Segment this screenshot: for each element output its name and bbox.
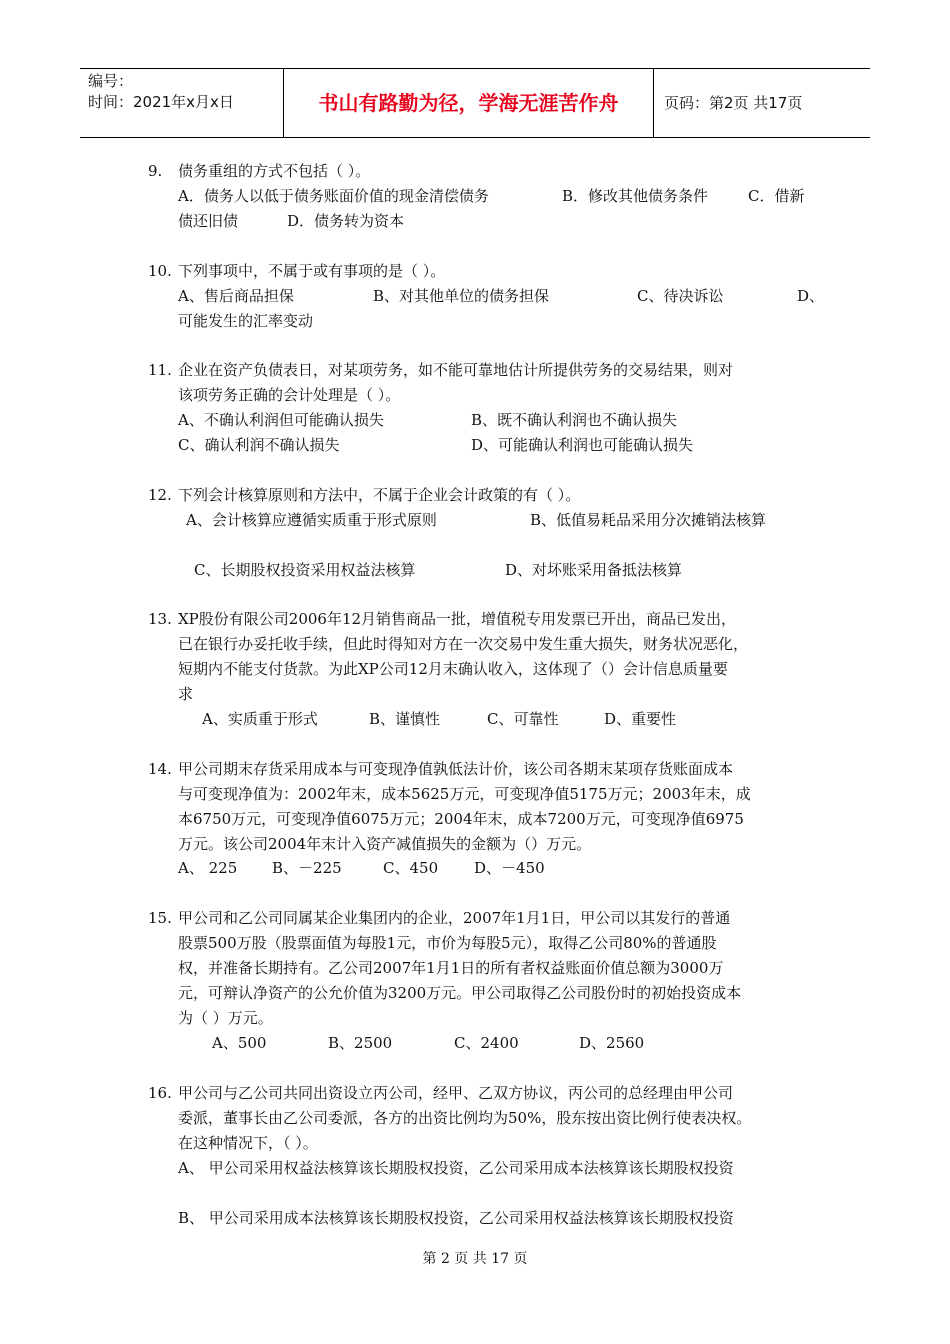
question-stem: 下列事项中，不属于或有事项的是（ ）。 <box>178 262 446 280</box>
option: B、2500 <box>328 1034 393 1052</box>
header-page-info: 页码：第2页 共17页 <box>664 94 803 112</box>
header-motto: 书山有路勤为径，学海无涯苦作舟 <box>318 91 619 115</box>
option: B．修改其他债务条件 <box>562 187 709 205</box>
question-stem: 本6750万元，可变现净值6075万元；2004年末，成本7200万元，可变现净值6975 <box>178 810 744 828</box>
question-stem: 甲公司和乙公司同属某企业集团内的企业，2007年1月1日，甲公司以其发行的普通 <box>178 909 731 927</box>
option: C、2400 <box>454 1034 519 1052</box>
question-number: 16. <box>148 1084 172 1102</box>
header-meta <box>88 71 283 135</box>
option: A、 甲公司采用权益法核算该长期股权投资，乙公司采用成本法核算该长期股权投资 <box>178 1159 734 1177</box>
question-stem: 短期内不能支付货款。为此XP公司12月末确认收入，这体现了（）会计信息质量要 <box>178 660 728 678</box>
question-stem: 与可变现净值为：2002年末，成本5625万元，可变现净值5175万元；2003年末，成 <box>178 785 751 803</box>
question-stem: 下列会计核算原则和方法中，不属于企业会计政策的有（ ）。 <box>178 486 581 504</box>
question-stem: 该项劳务正确的会计处理是（ ）。 <box>178 386 401 404</box>
option: D、 <box>797 287 825 305</box>
document-time-label: 时间：2021年x月x日 <box>88 93 234 111</box>
option: A、 225 <box>178 859 238 877</box>
question-stem: 委派，董事长由乙公司委派，各方的出资比例均为50%，股东按出资比例行使表决权。 <box>178 1109 752 1127</box>
question-stem: 万元。该公司2004年末计入资产减值损失的金额为（）万元。 <box>178 835 592 853</box>
option: C、长期股权投资采用权益法核算 <box>194 561 416 579</box>
option: D、可能确认利润也可能确认损失 <box>471 436 694 454</box>
question-stem: 为（ ）万元。 <box>178 1009 273 1027</box>
option: A、实质重于形式 <box>202 710 318 728</box>
option: C、待决诉讼 <box>637 287 724 305</box>
option: D、重要性 <box>604 710 677 728</box>
option: C、可靠性 <box>487 710 559 728</box>
question-number: 15. <box>148 909 172 927</box>
option: B、谨慎性 <box>369 710 441 728</box>
question-stem: 元，可辩认净资产的公允价值为3200万元。甲公司取得乙公司股份时的初始投资成本 <box>178 984 742 1002</box>
question-stem: 甲公司期末存货采用成本与可变现净值孰低法计价，该公司各期末某项存货账面成本 <box>178 760 734 778</box>
option: B、低值易耗品采用分次摊销法核算 <box>530 511 767 529</box>
question-stem: 在这种情况下，（ ）。 <box>178 1134 318 1152</box>
option: A、会计核算应遵循实质重于形式原则 <box>186 511 437 529</box>
option: A．债务人以低于债务账面价值的现金清偿债务 <box>178 187 489 205</box>
page-header <box>80 68 870 138</box>
question-number: 12. <box>148 486 172 504</box>
option: C、确认利润不确认损失 <box>178 436 340 454</box>
option: D、2560 <box>579 1034 645 1052</box>
option: D、对坏账采用备抵法核算 <box>505 561 683 579</box>
question-stem: 权，并准备长期持有。乙公司2007年1月1日的所有者权益账面价值总额为3000万 <box>178 959 724 977</box>
question-stem: 企业在资产负债表日，对某项劳务，如不能可靠地估计所提供劳务的交易结果，则对 <box>178 361 734 379</box>
option: A、不确认利润但可能确认损失 <box>178 411 384 429</box>
question-stem: 求 <box>178 685 194 703</box>
option: 债还旧债 <box>178 212 239 230</box>
question-stem: 债务重组的方式不包括（ ）。 <box>178 162 371 180</box>
option: A、500 <box>212 1034 267 1052</box>
question-stem: 股票500万股（股票面值为每股1元，市价为每股5元），取得乙公司80%的普通股 <box>178 934 717 952</box>
option: B、 甲公司采用成本法核算该长期股权投资，乙公司采用权益法核算该长期股权投资 <box>178 1209 734 1227</box>
question-number: 9. <box>148 162 163 180</box>
question-stem: 甲公司与乙公司共同出资设立丙公司，经甲、乙双方协议，丙公司的总经理由甲公司 <box>178 1084 734 1102</box>
question-number: 11. <box>148 361 172 379</box>
question-number: 13. <box>148 610 172 628</box>
question-number: 10. <box>148 262 172 280</box>
question-number: 14. <box>148 760 172 778</box>
question-stem: 已在银行办妥托收手续，但此时得知对方在一次交易中发生重大损失，财务状况恶化， <box>178 635 749 653</box>
option: D、－450 <box>474 859 545 877</box>
option: D．债务转为资本 <box>287 212 405 230</box>
option: 可能发生的汇率变动 <box>178 312 314 330</box>
option: A、售后商品担保 <box>178 287 294 305</box>
option: B、既不确认利润也不确认损失 <box>471 411 678 429</box>
page-footer: 第 2 页 共 17 页 <box>422 1251 528 1267</box>
option: B、对其他单位的债务担保 <box>373 287 550 305</box>
header-divider <box>653 69 654 137</box>
option: C、450 <box>383 859 439 877</box>
question-stem: XP股份有限公司2006年12月销售商品一批，增值税专用发票已开出，商品已发出， <box>178 610 737 628</box>
option: C．借新 <box>748 187 805 205</box>
option: B、－225 <box>272 859 342 877</box>
document-number-label: 编号： <box>88 72 134 90</box>
